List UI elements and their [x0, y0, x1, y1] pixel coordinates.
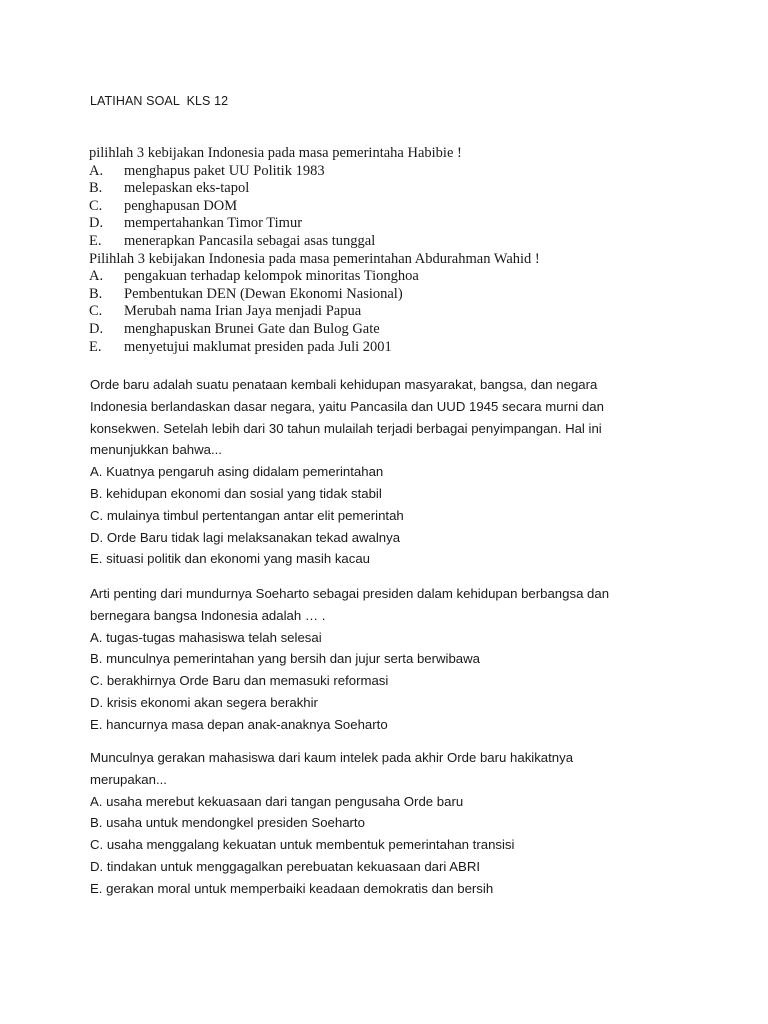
question-5-line: Munculnya gerakan mahasiswa dari kaum intelek pada akhir Orde baru hakikatnya — [90, 750, 574, 765]
question-1-text: pilihlah 3 kebijakan Indonesia pada masa pemerintaha Habibie ! — [89, 145, 462, 161]
question-3-line: Orde baru adalah suatu penataan kembali kehidupan masyarakat, bangsa, dan negara — [90, 377, 598, 392]
question-2-option-e — [89, 339, 540, 357]
option-letter: D. — [89, 320, 104, 337]
option-letter: C. — [89, 197, 103, 214]
question-3-option-c: C. mulainya timbul pertentangan antar elit pemerintah — [90, 507, 404, 523]
question-1-option-b — [89, 180, 540, 198]
option-text: melepaskan eks-tapol — [124, 180, 250, 197]
question-3-option-a: A. Kuatnya pengaruh asing didalam pemerintahan — [90, 464, 384, 480]
option-letter: E. — [89, 232, 102, 249]
question-1-option-e — [89, 233, 540, 251]
question-2-option-c — [89, 303, 540, 321]
question-4-option-d: D. krisis ekonomi akan segera berakhir — [90, 694, 318, 710]
question-4-option-a: A. tugas-tugas mahasiswa telah selesai — [90, 629, 322, 645]
document-title: LATIHAN SOAL KLS 12 — [90, 94, 229, 108]
question-2-option-d — [89, 321, 540, 339]
option-letter: D. — [89, 215, 104, 232]
option-letter: B. — [89, 180, 103, 197]
serif-question-section — [89, 145, 540, 356]
option-letter: A. — [89, 162, 104, 179]
question-5 — [90, 747, 650, 900]
question-5-option-a: A. usaha merebut kekuasaan dari tangan pengusaha Orde baru — [90, 793, 464, 809]
option-letter: E. — [89, 338, 102, 355]
question-3-line: konsekwen. Setelah lebih dari 30 tahun mulailah terjadi berbagai penyimpangan. Hal ini — [90, 420, 602, 436]
option-text: menerapkan Pancasila sebagai asas tunggal — [124, 232, 376, 249]
question-3-line: Indonesia berlandaskan dasar negara, yaitu Pancasila dan UUD 1945 secara murni dan — [90, 398, 604, 414]
option-text: penghapusan DOM — [124, 197, 238, 214]
question-4-option-b: B. munculnya pemerintahan yang bersih dan jujur serta berwibawa — [90, 651, 480, 667]
option-letter: A. — [89, 268, 104, 285]
question-4-line: bernegara bangsa Indonesia adalah … . — [90, 607, 326, 623]
question-5-line: merupakan... — [90, 771, 167, 787]
option-text: Merubah nama Irian Jaya menjadi Papua — [124, 303, 362, 320]
question-4 — [90, 583, 650, 736]
question-5-option-e: E. gerakan moral untuk memperbaiki keadaan demokratis dan bersih — [90, 880, 494, 896]
question-3-line: menunjukkan bahwa... — [90, 442, 222, 458]
question-2-option-a — [89, 268, 540, 286]
question-5-option-d: D. tindakan untuk menggagalkan perebuatan kekuasaan dari ABRI — [90, 858, 481, 874]
option-text: menghapuskan Brunei Gate dan Bulog Gate — [124, 320, 380, 337]
question-5-option-b: B. usaha untuk mendongkel presiden Soeharto — [90, 815, 365, 831]
question-4-line: Arti penting dari mundurnya Soeharto sebagai presiden dalam kehidupan berbangsa dan — [90, 586, 610, 601]
option-text: pengakuan terhadap kelompok minoritas Tionghoa — [124, 268, 419, 285]
question-5-option-c: C. usaha menggalang kekuatan untuk membentuk pemerintahan transisi — [90, 837, 515, 853]
question-2-text: Pilihlah 3 kebijakan Indonesia pada masa pemerintahan Abdurahman Wahid ! — [89, 250, 540, 267]
question-1-option-a — [89, 163, 540, 181]
option-letter: B. — [89, 285, 103, 302]
question-1-option-d — [89, 215, 540, 233]
question-3 — [90, 374, 650, 570]
option-text: Pembentukan DEN (Dewan Ekonomi Nasional) — [124, 285, 403, 302]
question-1-option-c — [89, 198, 540, 216]
question-4-option-e: E. hancurnya masa depan anak-anaknya Soeharto — [90, 716, 388, 732]
question-3-option-e: E. situasi politik dan ekonomi yang masih kacau — [90, 551, 371, 567]
option-text: menghapus paket UU Politik 1983 — [124, 162, 325, 179]
question-3-option-d: D. Orde Baru tidak lagi melaksanakan tekad awalnya — [90, 529, 401, 545]
option-letter: C. — [89, 303, 103, 320]
option-text: menyetujui maklumat presiden pada Juli 2001 — [124, 338, 392, 355]
question-2-option-b — [89, 286, 540, 304]
question-4-option-c: C. berakhirnya Orde Baru dan memasuki reformasi — [90, 673, 389, 689]
option-text: mempertahankan Timor Timur — [124, 215, 303, 232]
question-3-option-b: B. kehidupan ekonomi dan sosial yang tidak stabil — [90, 485, 382, 501]
